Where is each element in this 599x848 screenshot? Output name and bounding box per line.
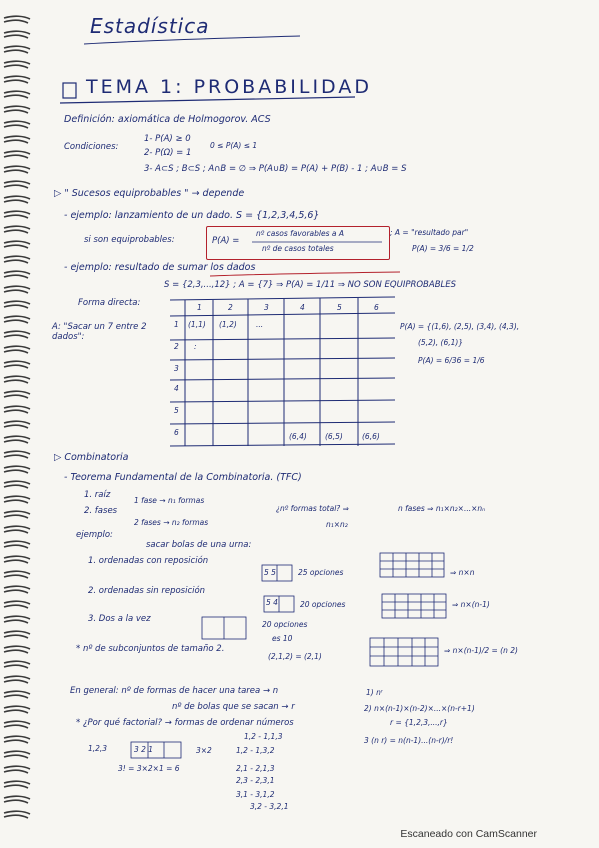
example-label: ejemplo: [76, 530, 113, 540]
combinatorics-heading: ▷ Combinatoria [54, 452, 129, 463]
n-phases-result: n fases ⇒ n₁×n₂×...×nₙ [398, 504, 486, 513]
options-20b: 20 opciones [262, 620, 308, 629]
options-25: 25 opciones [298, 568, 344, 577]
formula-pa: P(A) = [212, 236, 240, 246]
two-at-once: 3. Dos a la vez [88, 614, 151, 624]
example-die: - ejemplo: lanzamiento de un dado. S = {1,2,3,4,5,6} [64, 210, 320, 221]
grid-col-header: 2 [228, 303, 233, 312]
grid-col-header: 6 [374, 303, 379, 312]
grid-cell: (1,2) [219, 320, 237, 329]
perm-1: 1,2 - 1,3,2 [236, 746, 275, 755]
result-nxn1: ⇒ n×(n-1) [452, 600, 490, 609]
probability-half: P(A) = 3/6 = 1/2 [412, 244, 474, 253]
n1n2-product: n₁×n₂ [326, 520, 348, 529]
general-3: 3 (n r) = n(n-1)...(n-r)/r! [364, 736, 454, 745]
grid-col-header: 4 [300, 303, 305, 312]
grid-col-header: 5 [337, 303, 342, 312]
general-2: 2) n×(n-1)×(n-2)×...×(n-r+1) [364, 704, 475, 713]
equiprobable-heading: ▷ " Sucesos equiprobables " → depende [54, 188, 245, 199]
three-times-two: 3×2 [196, 746, 212, 755]
example-sum: - ejemplo: resultado de sumar los dados [64, 262, 256, 273]
grid-row-4: 4 [174, 384, 179, 393]
grid-row-3: 3 [174, 364, 179, 373]
perm-2b: 2,3 - 2,3,1 [236, 776, 275, 785]
subsets-size-2: * nº de subconjuntos de tamaño 2. [76, 644, 225, 654]
three-factorial: 3! = 3×2×1 = 6 [118, 764, 180, 773]
grid-cell: (6,5) [325, 432, 343, 441]
general-rule: En general: nº de formas de hacer una tarea → n [70, 686, 279, 696]
grid-row-1: 1 [174, 320, 179, 329]
direct-form-label: Forma directa: [78, 298, 141, 308]
formula-numerator: nº casos favorables a A [256, 229, 344, 238]
result-binomial: ⇒ n×(n-1)/2 = (n 2) [444, 646, 518, 655]
condition-brace: 0 ≤ P(A) ≤ 1 [210, 141, 258, 150]
urn-example: sacar bolas de una urna: [146, 540, 252, 550]
formula-denominator: nº de casos totales [262, 244, 334, 253]
condition-3: 3- A⊂S ; B⊂S ; A∩B = ∅ ⇒ P(A∪B) = P(A) + P(B) - 1 ; A∪B = S [144, 164, 407, 174]
sum7-set-2: (5,2), (6,1)} [418, 338, 464, 347]
grid-cell: (6,4) [289, 432, 307, 441]
grid-row-2: 2 [174, 342, 179, 351]
conditions-label: Condiciones: [64, 142, 119, 152]
perm-2: 2,1 - 2,1,3 [236, 764, 275, 773]
grid-cell: ... [256, 320, 264, 329]
phase-2: 2 fases → n₂ formas [134, 518, 209, 527]
box-5-4: 5 4 [266, 598, 278, 607]
scanner-watermark: Escaneado con CamScanner [400, 828, 537, 840]
sum7-label: A: "Sacar un 7 entre 2 dados": [52, 322, 147, 342]
condition-2: 2- P(Ω) = 1 [144, 148, 192, 158]
grid-cell: (1,1) [188, 320, 206, 329]
general-2b: r = {1,2,3,...,r} [390, 718, 448, 727]
phase-1: 1 fase → n₁ formas [134, 496, 205, 505]
sum7-probability: P(A) = 6/36 = 1/6 [418, 356, 485, 365]
grid-col-header: 3 [264, 303, 269, 312]
tfc-heading: - Teorema Fundamental de la Combinatoria. (TFC) [64, 472, 302, 483]
equiprobable-label: si son equiprobables: [84, 235, 175, 245]
sum7-set-1: P(A) = {(1,6), (2,5), (3,4), (4,3), [400, 322, 520, 331]
box-3-2-1: 3 2 1 [134, 745, 154, 754]
general-rule-2: nº de bolas que se sacan → r [172, 702, 295, 712]
factorial-question: * ¿Por qué factorial? → formas de ordenar números [76, 718, 294, 728]
section-heading: TEMA 1: PROBABILIDAD [86, 76, 372, 98]
result-nxn: ⇒ n×n [450, 568, 475, 577]
definition-line: Definición: axiomática de Holmogorov. ACS [64, 114, 271, 125]
total-forms-question: ¿nº formas total? ⇒ [276, 504, 349, 513]
box-5-5: 5 5 [264, 568, 276, 577]
grid-row-6: 6 [174, 428, 179, 437]
options-20: 20 opciones [300, 600, 346, 609]
sum-sample-space: S = {2,3,...,12} ; A = {7} ⇒ P(A) = 1/11 ⇒ NO SON EQUIPROBABLES [164, 280, 457, 290]
perm-top: 1,2 - 1,1,3 [244, 732, 283, 741]
condition-1: 1- P(A) ≥ 0 [144, 134, 191, 144]
pair-equivalence: (2,1,2) = (2,1) [268, 652, 322, 661]
grid-col-header: 1 [197, 303, 202, 312]
numbers-123: 1,2,3 [88, 744, 108, 753]
general-1: 1) nʳ [366, 688, 383, 697]
page-title: Estadística [90, 14, 210, 38]
a-definition: ; A = "resultado par" [390, 228, 469, 237]
perm-3: 3,1 - 3,1,2 [236, 790, 275, 799]
ordered-without-replacement: 2. ordenadas sin reposición [88, 586, 206, 596]
grid-cell: : [194, 342, 197, 351]
ordered-with-replacement: 1. ordenadas con reposición [88, 556, 209, 566]
grid-row-5: 5 [174, 406, 179, 415]
tfc-root: 1. raíz [84, 490, 111, 500]
is-10: es 10 [272, 634, 293, 643]
perm-3b: 3,2 - 3,2,1 [250, 802, 289, 811]
tfc-phases: 2. fases [84, 506, 118, 516]
grid-cell: (6,6) [362, 432, 380, 441]
